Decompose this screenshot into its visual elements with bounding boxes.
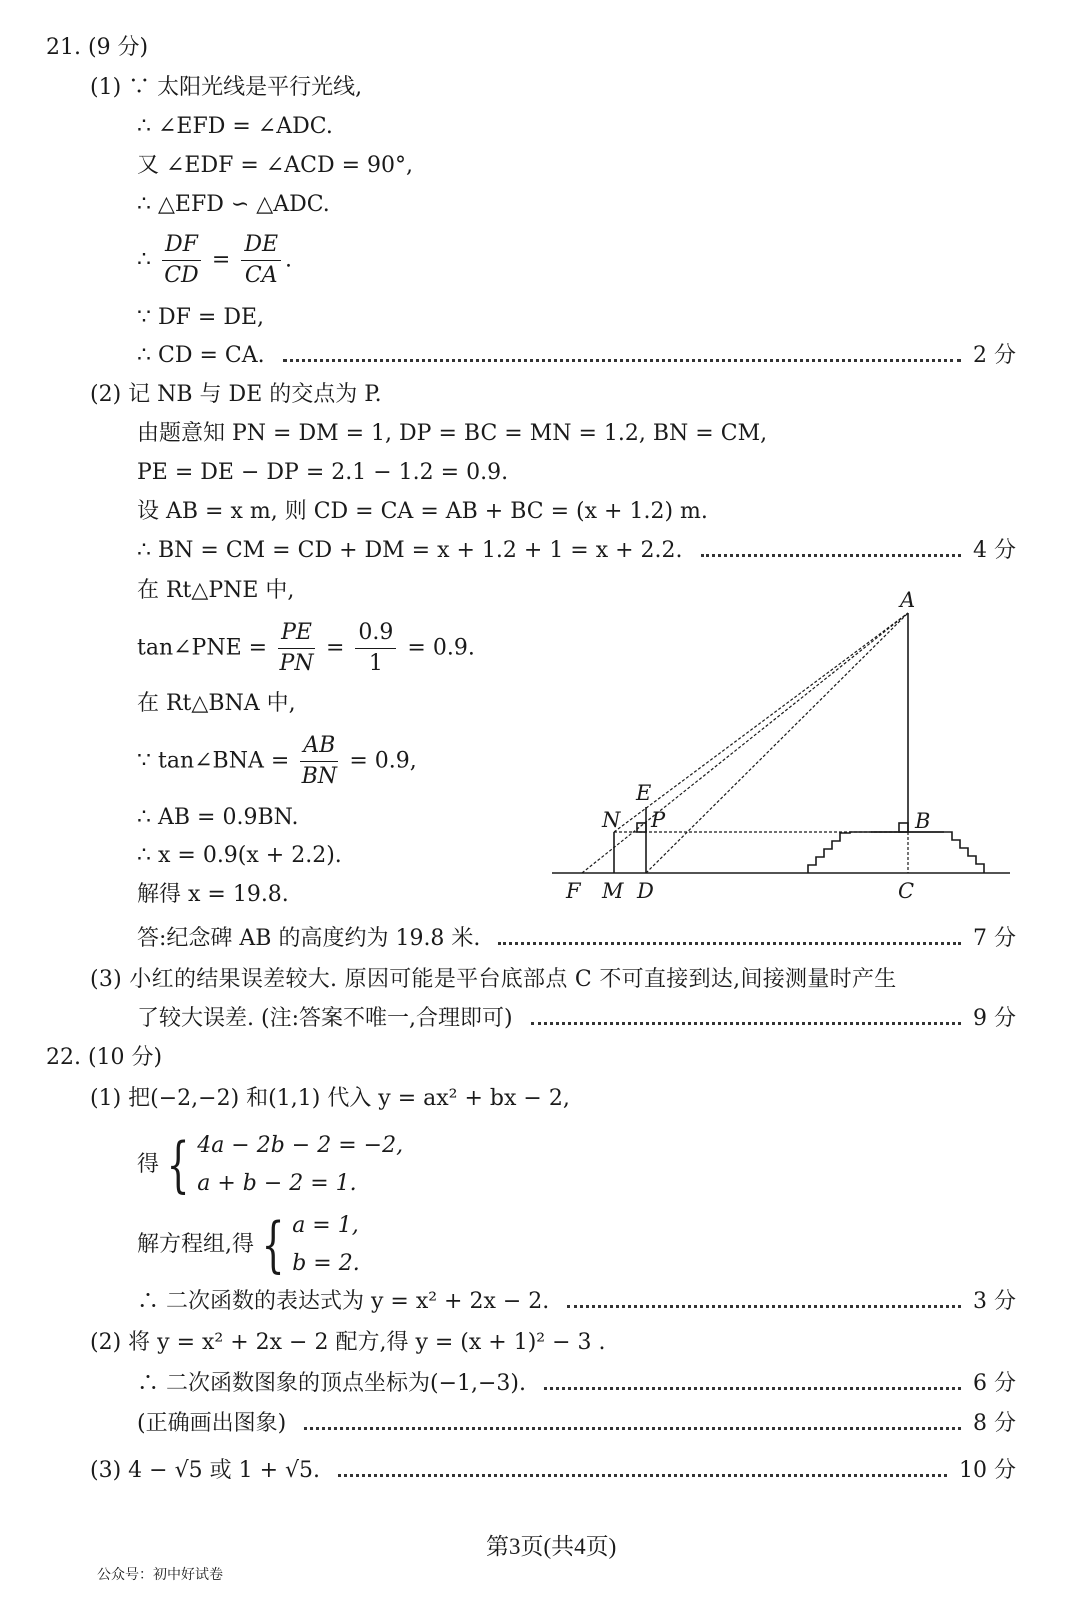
system-prefix: 解方程组,得 — [137, 1232, 254, 1257]
q21-line: (2) 记 NB 与 DE 的交点为 P. — [90, 382, 382, 407]
score: 7 分 — [973, 926, 1016, 951]
q21-line: 又 ∠EDF = ∠ACD = 90°, — [137, 153, 414, 178]
scored-line — [137, 1410, 1016, 1438]
label-d: D — [637, 879, 654, 903]
line-text: 了较大误差. (注:答案不唯一,合理即可) — [137, 1006, 513, 1031]
system — [292, 1207, 360, 1283]
q21-line: 设 AB = x m, 则 CD = CA = AB + BC = (x + 1.2) m. — [137, 499, 708, 524]
q21-fraction-line — [137, 230, 292, 290]
platform-steps — [808, 832, 984, 873]
q21-line: ∴ x = 0.9(x + 2.2). — [137, 843, 342, 868]
score: 4 分 — [973, 538, 1016, 563]
equation: a = 1, — [292, 1213, 359, 1238]
equation: a + b − 2 = 1. — [197, 1171, 357, 1196]
brace-icon: { — [261, 1210, 285, 1280]
label-p: P — [651, 808, 666, 832]
dotted-leader — [544, 1387, 961, 1390]
dotted-leader — [567, 1305, 961, 1308]
scored-line — [137, 537, 1016, 565]
scored-line — [137, 342, 1016, 370]
q21-line: 由题意知 PN = DM = 1, DP = BC = MN = 1.2, BN = CM, — [137, 421, 768, 446]
equals: = — [211, 247, 231, 273]
line-text: ∴ CD = CA. — [137, 343, 265, 368]
dotted-leader — [338, 1474, 947, 1477]
numerator: DE — [241, 230, 281, 261]
q21-line: ∵ DF = DE, — [137, 305, 265, 330]
tan-bna-line — [137, 731, 417, 791]
denominator: CA — [244, 263, 278, 288]
scored-line — [90, 1457, 1016, 1485]
q22-header: 22. (10 分) — [46, 1045, 163, 1070]
line-text: ∴ BN = CM = CD + DM = x + 1.2 + 1 = x + 2.2. — [137, 538, 683, 563]
line-text: (3) 4 − √5 或 1 + √5. — [90, 1458, 321, 1483]
score: 10 分 — [959, 1458, 1016, 1483]
fraction — [355, 618, 396, 679]
score: 9 分 — [973, 1006, 1016, 1031]
q21-line: (3) 小红的结果误差较大. 原因可能是平台底部点 C 不可直接到达,间接测量时产生 — [90, 967, 897, 992]
line-text: ∴ 二次函数的表达式为 y = x² + 2x − 2. — [137, 1289, 550, 1314]
q21-line: PE = DE − DP = 2.1 − 1.2 = 0.9. — [137, 460, 509, 485]
equation-system-2 — [137, 1205, 360, 1285]
denominator: CD — [164, 263, 199, 288]
scored-line — [137, 925, 1016, 953]
label-c: C — [898, 879, 915, 903]
q22-line: (2) 将 y = x² + 2x − 2 配方,得 y = (x + 1)² − 3 . — [90, 1330, 606, 1355]
denominator: BN — [301, 764, 338, 789]
scored-line — [137, 1005, 1016, 1033]
sunray-fa — [582, 613, 908, 873]
label-e: E — [636, 781, 652, 805]
denominator: 1 — [368, 651, 383, 676]
therefore: ∴ — [137, 247, 151, 273]
label-b: B — [915, 809, 931, 833]
q21-line: 在 Rt△BNA 中, — [137, 691, 296, 716]
numerator: DF — [162, 230, 201, 261]
right-angle-p — [637, 823, 646, 832]
dotted-leader — [531, 1022, 961, 1025]
fraction — [300, 731, 338, 792]
equation: b = 2. — [292, 1251, 360, 1276]
q21-line: ∴ ∠EFD = ∠ADC. — [137, 114, 333, 139]
system-prefix: 得 — [137, 1152, 160, 1177]
sightline-na — [614, 613, 908, 832]
scored-line — [137, 1370, 1016, 1398]
q21-line: ∴ △EFD ∽ △ADC. — [137, 192, 330, 217]
numerator: PE — [278, 618, 315, 649]
dotted-leader — [304, 1427, 961, 1430]
score: 6 分 — [973, 1371, 1016, 1396]
page-number: 第3页(共4页) — [486, 1534, 617, 1559]
equation-system-1 — [137, 1125, 403, 1205]
source-watermark: 公众号：初中好试卷 — [97, 1568, 223, 1583]
result: = 0.9. — [407, 635, 475, 661]
tan-label: ∵ tan∠BNA = — [137, 748, 290, 774]
q21-line: (1) ∵ 太阳光线是平行光线, — [90, 75, 363, 100]
line-text: ∴ 二次函数图象的顶点坐标为(−1,−3). — [137, 1371, 527, 1396]
brace-icon: { — [166, 1130, 190, 1200]
label-f: F — [566, 879, 581, 903]
sunray-da — [646, 613, 908, 873]
system — [197, 1127, 403, 1203]
equation: 4a − 2b − 2 = −2, — [197, 1133, 404, 1158]
right-angle-b — [899, 823, 908, 832]
label-m: M — [602, 879, 624, 903]
denominator: PN — [279, 651, 314, 676]
q22-line: (1) 把(−2,−2) 和(1,1) 代入 y = ax² + bx − 2, — [90, 1086, 570, 1111]
period: . — [285, 247, 293, 273]
q21-header: 21. (9 分) — [46, 35, 149, 60]
fraction — [278, 618, 315, 679]
score: 8 分 — [973, 1411, 1016, 1436]
tan-pne-line: tan∠PNE = $\frac{PE}{PN}$ = $\frac{0.9}{1}$ = 0.9. — [137, 618, 475, 678]
q21-line: ∴ AB = 0.9BN. — [137, 805, 299, 830]
dotted-leader — [701, 554, 961, 557]
result: = 0.9, — [349, 748, 417, 774]
tan-label: tan∠PNE = — [137, 635, 268, 661]
numerator: 0.9 — [355, 618, 396, 649]
line-text: 答:纪念碑 AB 的高度约为 19.8 米. — [137, 926, 481, 951]
label-a: A — [900, 588, 916, 612]
scored-line — [137, 1288, 1016, 1316]
score: 3 分 — [973, 1289, 1016, 1314]
dotted-leader — [498, 942, 961, 945]
q21-line: 解得 x = 19.8. — [137, 882, 289, 907]
fraction — [162, 230, 201, 291]
label-n: N — [602, 808, 621, 832]
dotted-leader — [283, 359, 961, 362]
numerator: AB — [300, 731, 338, 762]
line-text: (正确画出图象) — [137, 1411, 287, 1436]
fraction — [241, 230, 281, 291]
score: 2 分 — [973, 343, 1016, 368]
q21-line: 在 Rt△PNE 中, — [137, 578, 295, 603]
